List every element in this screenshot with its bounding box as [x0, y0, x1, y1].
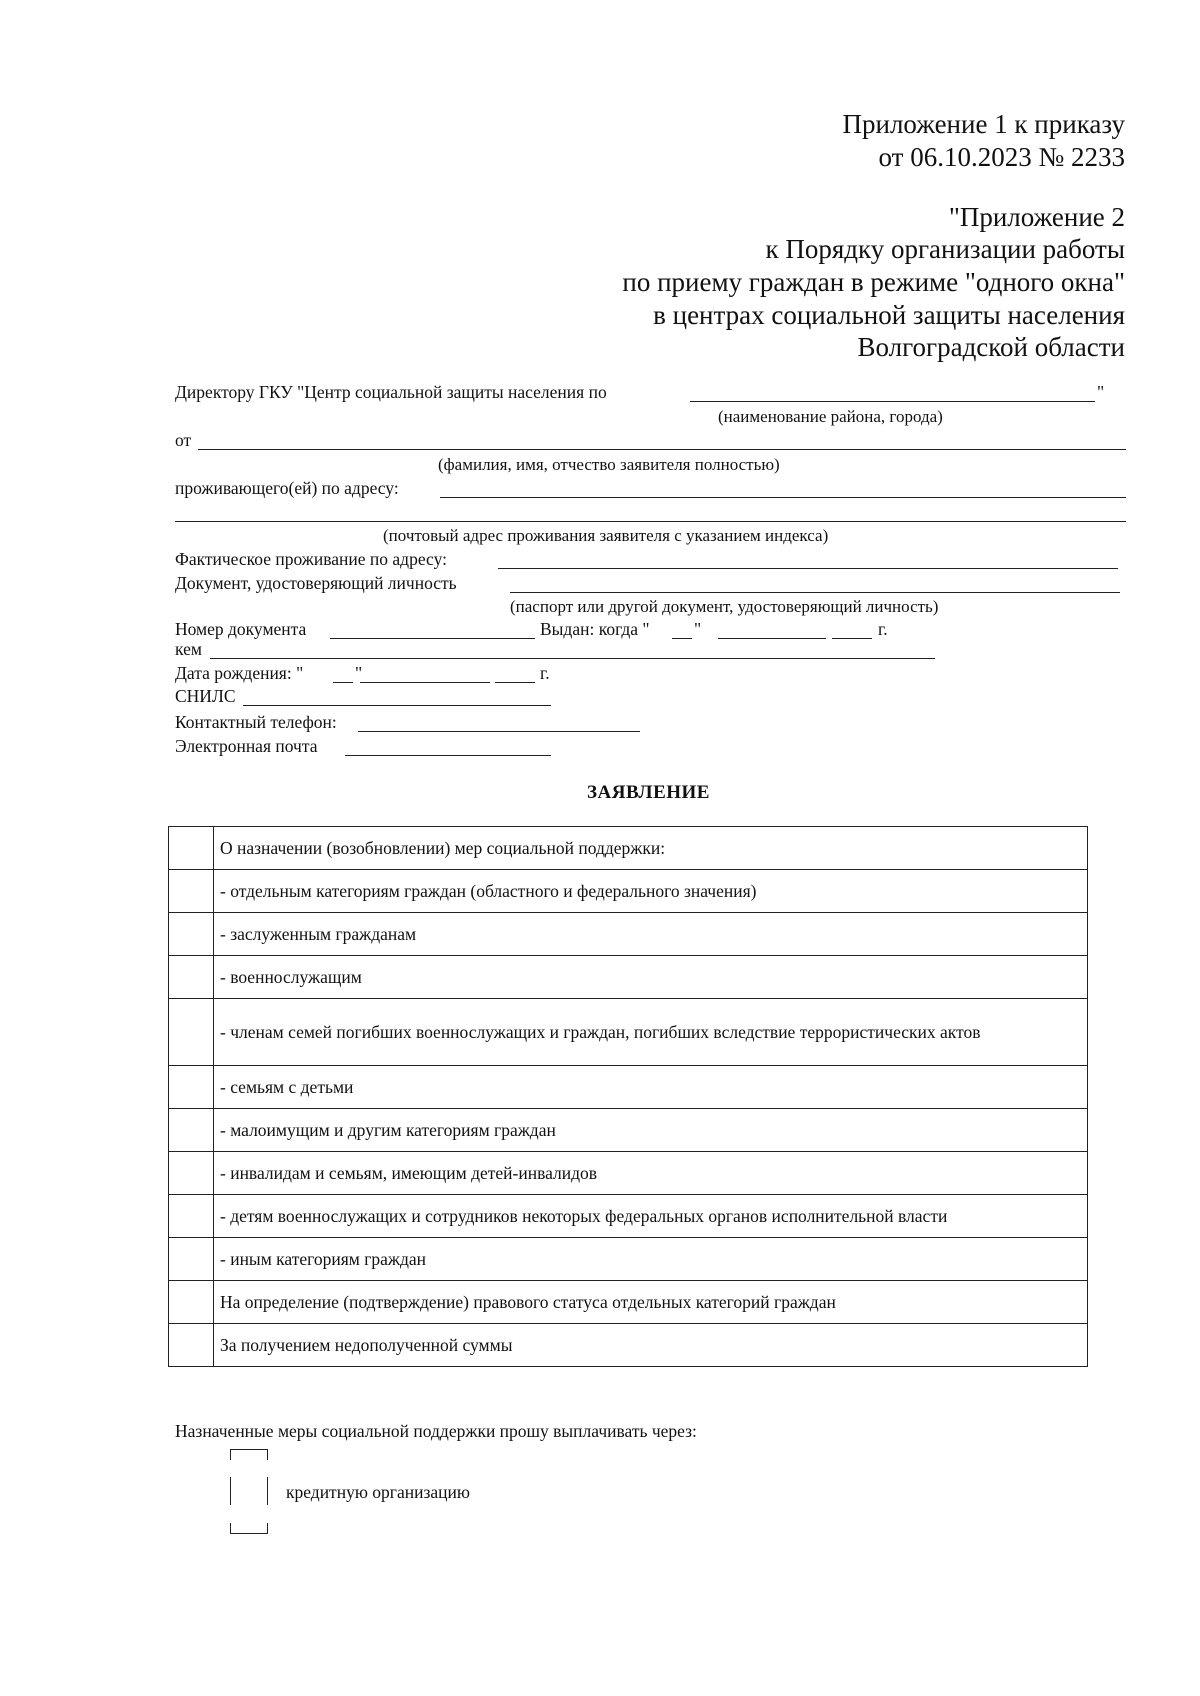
doc-number-field[interactable]	[330, 638, 535, 639]
issued-year-suffix: г.	[878, 619, 888, 639]
option-label: - иным категориям граждан	[214, 1238, 1088, 1281]
option-row	[169, 870, 1088, 913]
option-row	[169, 827, 1088, 870]
director-quote: "	[1097, 382, 1105, 402]
option-label: За получением недополученной суммы	[214, 1324, 1088, 1367]
address-field-line-2[interactable]	[175, 521, 1126, 522]
fio-field[interactable]	[198, 449, 1126, 450]
payment-checkbox-top[interactable]	[230, 1449, 268, 1460]
option-label: - заслуженным гражданам	[214, 913, 1088, 956]
by-whom-field[interactable]	[210, 658, 935, 659]
payment-option-credit: кредитную организацию	[286, 1482, 470, 1502]
from-label: от	[175, 430, 192, 450]
option-row	[169, 913, 1088, 956]
option-label: - детям военнослужащих и сотрудников некоторых федеральных органов исполнительной власти	[214, 1195, 1088, 1238]
payment-checkbox-bottom[interactable]	[230, 1523, 268, 1534]
payment-intro: Назначенные меры социальной поддержки прошу выплачивать через:	[175, 1421, 697, 1441]
option-label: - инвалидам и семьям, имеющим детей-инвалидов	[214, 1152, 1088, 1195]
birth-day-field[interactable]	[333, 682, 353, 683]
option-label: На определение (подтверждение) правового статуса отдельных категорий граждан	[214, 1281, 1088, 1324]
doc-caption: (паспорт или другой документ, удостоверяющий личность)	[510, 597, 939, 616]
option-label: - отдельным категориям граждан (областного и федерального значения)	[214, 870, 1088, 913]
option-row	[169, 1324, 1088, 1367]
issued-day-field[interactable]	[672, 638, 692, 639]
doc-field[interactable]	[510, 592, 1120, 593]
header-line-5: по приему граждан в режиме "одного окна"	[622, 267, 1125, 297]
doc-label: Документ, удостоверяющий личность	[175, 573, 457, 593]
birth-month-field[interactable]	[360, 682, 490, 683]
phone-label: Контактный телефон:	[175, 712, 337, 732]
option-row	[169, 1066, 1088, 1109]
option-row	[169, 1281, 1088, 1324]
birth-label: Дата рождения: "	[175, 663, 304, 683]
snils-label: СНИЛС	[175, 686, 236, 706]
snils-field[interactable]	[243, 705, 551, 706]
option-checkbox[interactable]	[169, 870, 214, 913]
option-checkbox[interactable]	[169, 1109, 214, 1152]
email-field[interactable]	[345, 755, 551, 756]
option-label: - членам семей погибших военнослужащих и граждан, погибших вследствие террористических актов	[214, 999, 1088, 1066]
phone-field[interactable]	[358, 731, 640, 732]
header-line-1: Приложение 1 к приказу	[842, 109, 1125, 139]
birth-year-field[interactable]	[495, 682, 535, 683]
birth-quote: "	[355, 663, 363, 683]
option-row	[169, 1238, 1088, 1281]
option-checkbox[interactable]	[169, 1195, 214, 1238]
option-row	[169, 956, 1088, 999]
option-checkbox[interactable]	[169, 913, 214, 956]
header-line-3: "Приложение 2	[948, 202, 1125, 232]
actual-address-label: Фактическое проживание по адресу:	[175, 549, 447, 569]
director-label: Директору ГКУ "Центр социальной защиты населения по	[175, 382, 607, 402]
doc-number-label: Номер документа	[175, 619, 307, 639]
header-line-7: Волгоградской области	[857, 332, 1125, 362]
district-field[interactable]	[690, 401, 1095, 402]
statement-title: ЗАЯВЛЕНИЕ	[587, 782, 710, 803]
option-checkbox[interactable]	[169, 1324, 214, 1367]
issued-month-field[interactable]	[718, 638, 826, 639]
option-label: - семьям с детьми	[214, 1066, 1088, 1109]
header-line-6: в центрах социальной защиты населения	[653, 300, 1125, 330]
options-table	[168, 826, 1088, 1367]
option-row	[169, 1152, 1088, 1195]
email-label: Электронная почта	[175, 736, 318, 756]
header-line-2: от 06.10.2023 № 2233	[878, 142, 1125, 172]
address-field[interactable]	[440, 497, 1126, 498]
option-row	[169, 1195, 1088, 1238]
fio-caption: (фамилия, имя, отчество заявителя полностью)	[438, 455, 780, 474]
birth-year-suffix: г.	[540, 663, 550, 683]
payment-checkbox-credit[interactable]	[230, 1477, 268, 1505]
option-checkbox[interactable]	[169, 1281, 214, 1324]
option-row	[169, 1109, 1088, 1152]
residing-label: проживающего(ей) по адресу:	[175, 478, 399, 498]
option-label: - военнослужащим	[214, 956, 1088, 999]
option-checkbox[interactable]	[169, 999, 214, 1066]
issued-label: Выдан: когда "	[540, 619, 650, 639]
option-label: О назначении (возобновлении) мер социальной поддержки:	[214, 827, 1088, 870]
option-row	[169, 999, 1088, 1066]
issued-year-field[interactable]	[832, 638, 872, 639]
option-checkbox[interactable]	[169, 956, 214, 999]
district-caption: (наименование района, города)	[718, 407, 943, 426]
option-checkbox[interactable]	[169, 1238, 214, 1281]
postal-caption: (почтовый адрес проживания заявителя с указанием индекса)	[383, 526, 829, 545]
by-whom-label: кем	[175, 639, 202, 659]
option-checkbox[interactable]	[169, 827, 214, 870]
actual-address-field[interactable]	[498, 568, 1118, 569]
header-line-4: к Порядку организации работы	[765, 234, 1125, 264]
issued-quote: "	[694, 619, 702, 639]
option-checkbox[interactable]	[169, 1066, 214, 1109]
option-checkbox[interactable]	[169, 1152, 214, 1195]
option-label: - малоимущим и другим категориям граждан	[214, 1109, 1088, 1152]
